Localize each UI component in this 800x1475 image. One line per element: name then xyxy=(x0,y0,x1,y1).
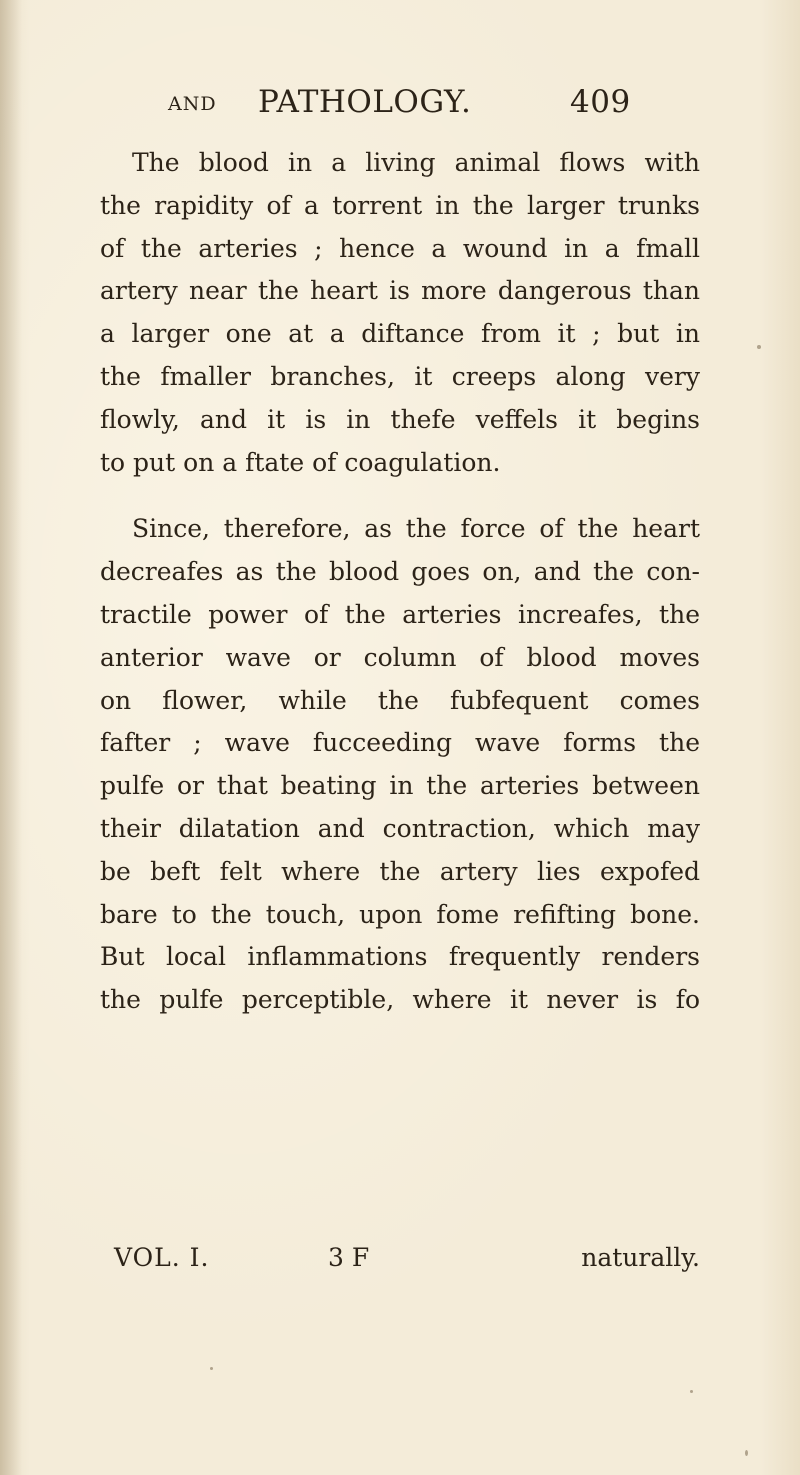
paper-speck xyxy=(745,1450,748,1456)
text-line: the rapidity of a torrent in the larger trunks xyxy=(100,190,700,220)
paragraph-1 xyxy=(100,142,700,484)
text-line: But local inflammations frequently renders xyxy=(100,942,700,972)
text-line: The blood in a living animal flows with xyxy=(132,148,700,177)
page-footer xyxy=(100,1243,700,1285)
text-line: the pulfe perceptible, where it never is fo xyxy=(100,985,700,1015)
text-line: bare to the touch, upon fome refifting bone. xyxy=(100,899,700,929)
volume-mark: VOL. I. xyxy=(114,1243,210,1272)
text-line: their dilatation and contraction, which may xyxy=(100,813,700,843)
text-line: on flower, while the fubfequent comes xyxy=(100,685,700,715)
signature-mark: 3 F xyxy=(328,1243,370,1272)
text-line: pulfe or that beating in the arteries between xyxy=(100,771,700,801)
text-line: decreafes as the blood goes on, and the con- xyxy=(100,557,700,587)
page-gutter-shadow xyxy=(0,0,22,1475)
paper-speck xyxy=(210,1367,213,1370)
text-line: anterior wave or column of blood moves xyxy=(100,642,700,672)
page-number: 409 xyxy=(570,84,631,120)
catchword: naturally. xyxy=(581,1243,700,1272)
running-header xyxy=(168,84,638,134)
text-line: tractile power of the arteries increafes, the xyxy=(100,599,700,629)
text-line: be beft felt where the artery lies expofed xyxy=(100,856,700,886)
paper-speck xyxy=(690,1390,693,1393)
text-line: of the arteries ; hence a wound in a fmall xyxy=(100,233,700,263)
paragraph-2 xyxy=(100,508,700,1022)
text-line: flowly, and it is in thefe veffels it begins xyxy=(100,404,700,434)
header-prefix: AND xyxy=(168,93,217,115)
text-line: the fmaller branches, it creeps along very xyxy=(100,361,700,391)
header-title: PATHOLOGY. xyxy=(258,84,472,120)
paper-speck xyxy=(757,345,761,349)
body-text xyxy=(100,142,700,1022)
text-line: artery near the heart is more dangerous than xyxy=(100,276,700,306)
text-line: a larger one at a diftance from it ; but in xyxy=(100,319,700,349)
text-line: Since, therefore, as the force of the heart xyxy=(132,514,700,544)
text-line: fafter ; wave fucceeding wave forms the xyxy=(100,728,700,758)
paragraph-gap xyxy=(100,484,700,508)
text-line: to put on a ftate of coagulation. xyxy=(100,447,501,477)
